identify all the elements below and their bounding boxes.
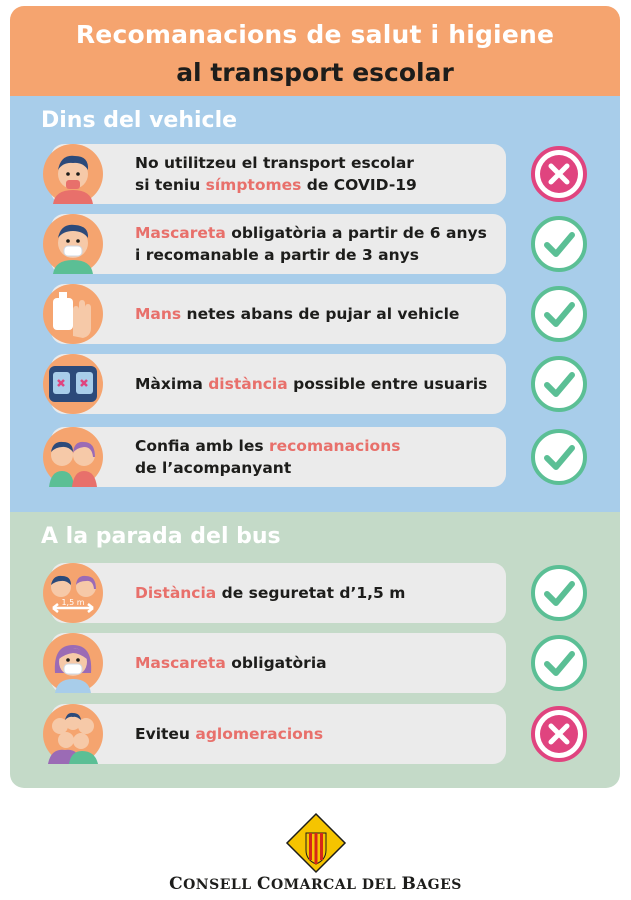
- coat-of-arms-logo: [285, 812, 347, 874]
- section-in-vehicle: [10, 96, 620, 512]
- cross-icon: [529, 704, 589, 764]
- title-line-1: Recomanacions de salut i higiene: [75, 20, 555, 49]
- rule-text: Mans netes abans de pujar al vehicle: [135, 305, 460, 323]
- check-icon: [529, 633, 589, 693]
- title-line-2: al transport escolar: [176, 58, 454, 87]
- check-icon: [529, 284, 589, 344]
- rule-text: Confia amb les recomanacions de l’acompanyant: [135, 437, 401, 477]
- crowd-icon: [43, 704, 103, 764]
- check-icon: [529, 354, 589, 414]
- sick-child-icon: [43, 144, 103, 204]
- masked-woman-icon: [43, 633, 103, 693]
- rule-text: Distància de seguretat d’1,5 m: [135, 584, 406, 602]
- rule-row: [43, 214, 506, 274]
- distance-icon: [43, 563, 103, 623]
- rule-text: Mascareta obligatòria: [135, 654, 327, 672]
- rule-row: [43, 284, 506, 344]
- section-title: A la parada del bus: [41, 524, 281, 549]
- bus-seats-icon: [43, 354, 103, 414]
- rule-row: [43, 354, 506, 414]
- hand-sanitizer-icon: [43, 284, 103, 344]
- check-icon: [529, 563, 589, 623]
- svg-text:1,5 m: 1,5 m: [61, 598, 85, 607]
- section-title: Dins del vehicle: [41, 108, 238, 133]
- rule-text: No utilitzeu el transport escolar si teniu símptomes de COVID-19: [135, 154, 417, 194]
- rule-text: Màxima distància possible entre usuaris: [135, 375, 488, 393]
- masked-child-icon: [43, 214, 103, 274]
- section-bus-stop: [10, 512, 620, 788]
- check-icon: [529, 214, 589, 274]
- rule-row: [43, 144, 506, 204]
- rule-row: [43, 633, 506, 693]
- rule-row: [43, 427, 506, 487]
- rule-row: [43, 704, 506, 764]
- check-icon: [529, 427, 589, 487]
- rule-text: Eviteu aglomeracions: [135, 725, 324, 743]
- header-banner: [10, 6, 620, 96]
- rule-row: [43, 563, 506, 623]
- cross-icon: [529, 144, 589, 204]
- family-icon: [43, 427, 103, 487]
- organization-name: CONSELL COMARCAL DEL BAGES: [169, 874, 462, 894]
- rule-text: Mascareta obligatòria a partir de 6 anys i recomanable a partir de 3 anys: [135, 224, 487, 264]
